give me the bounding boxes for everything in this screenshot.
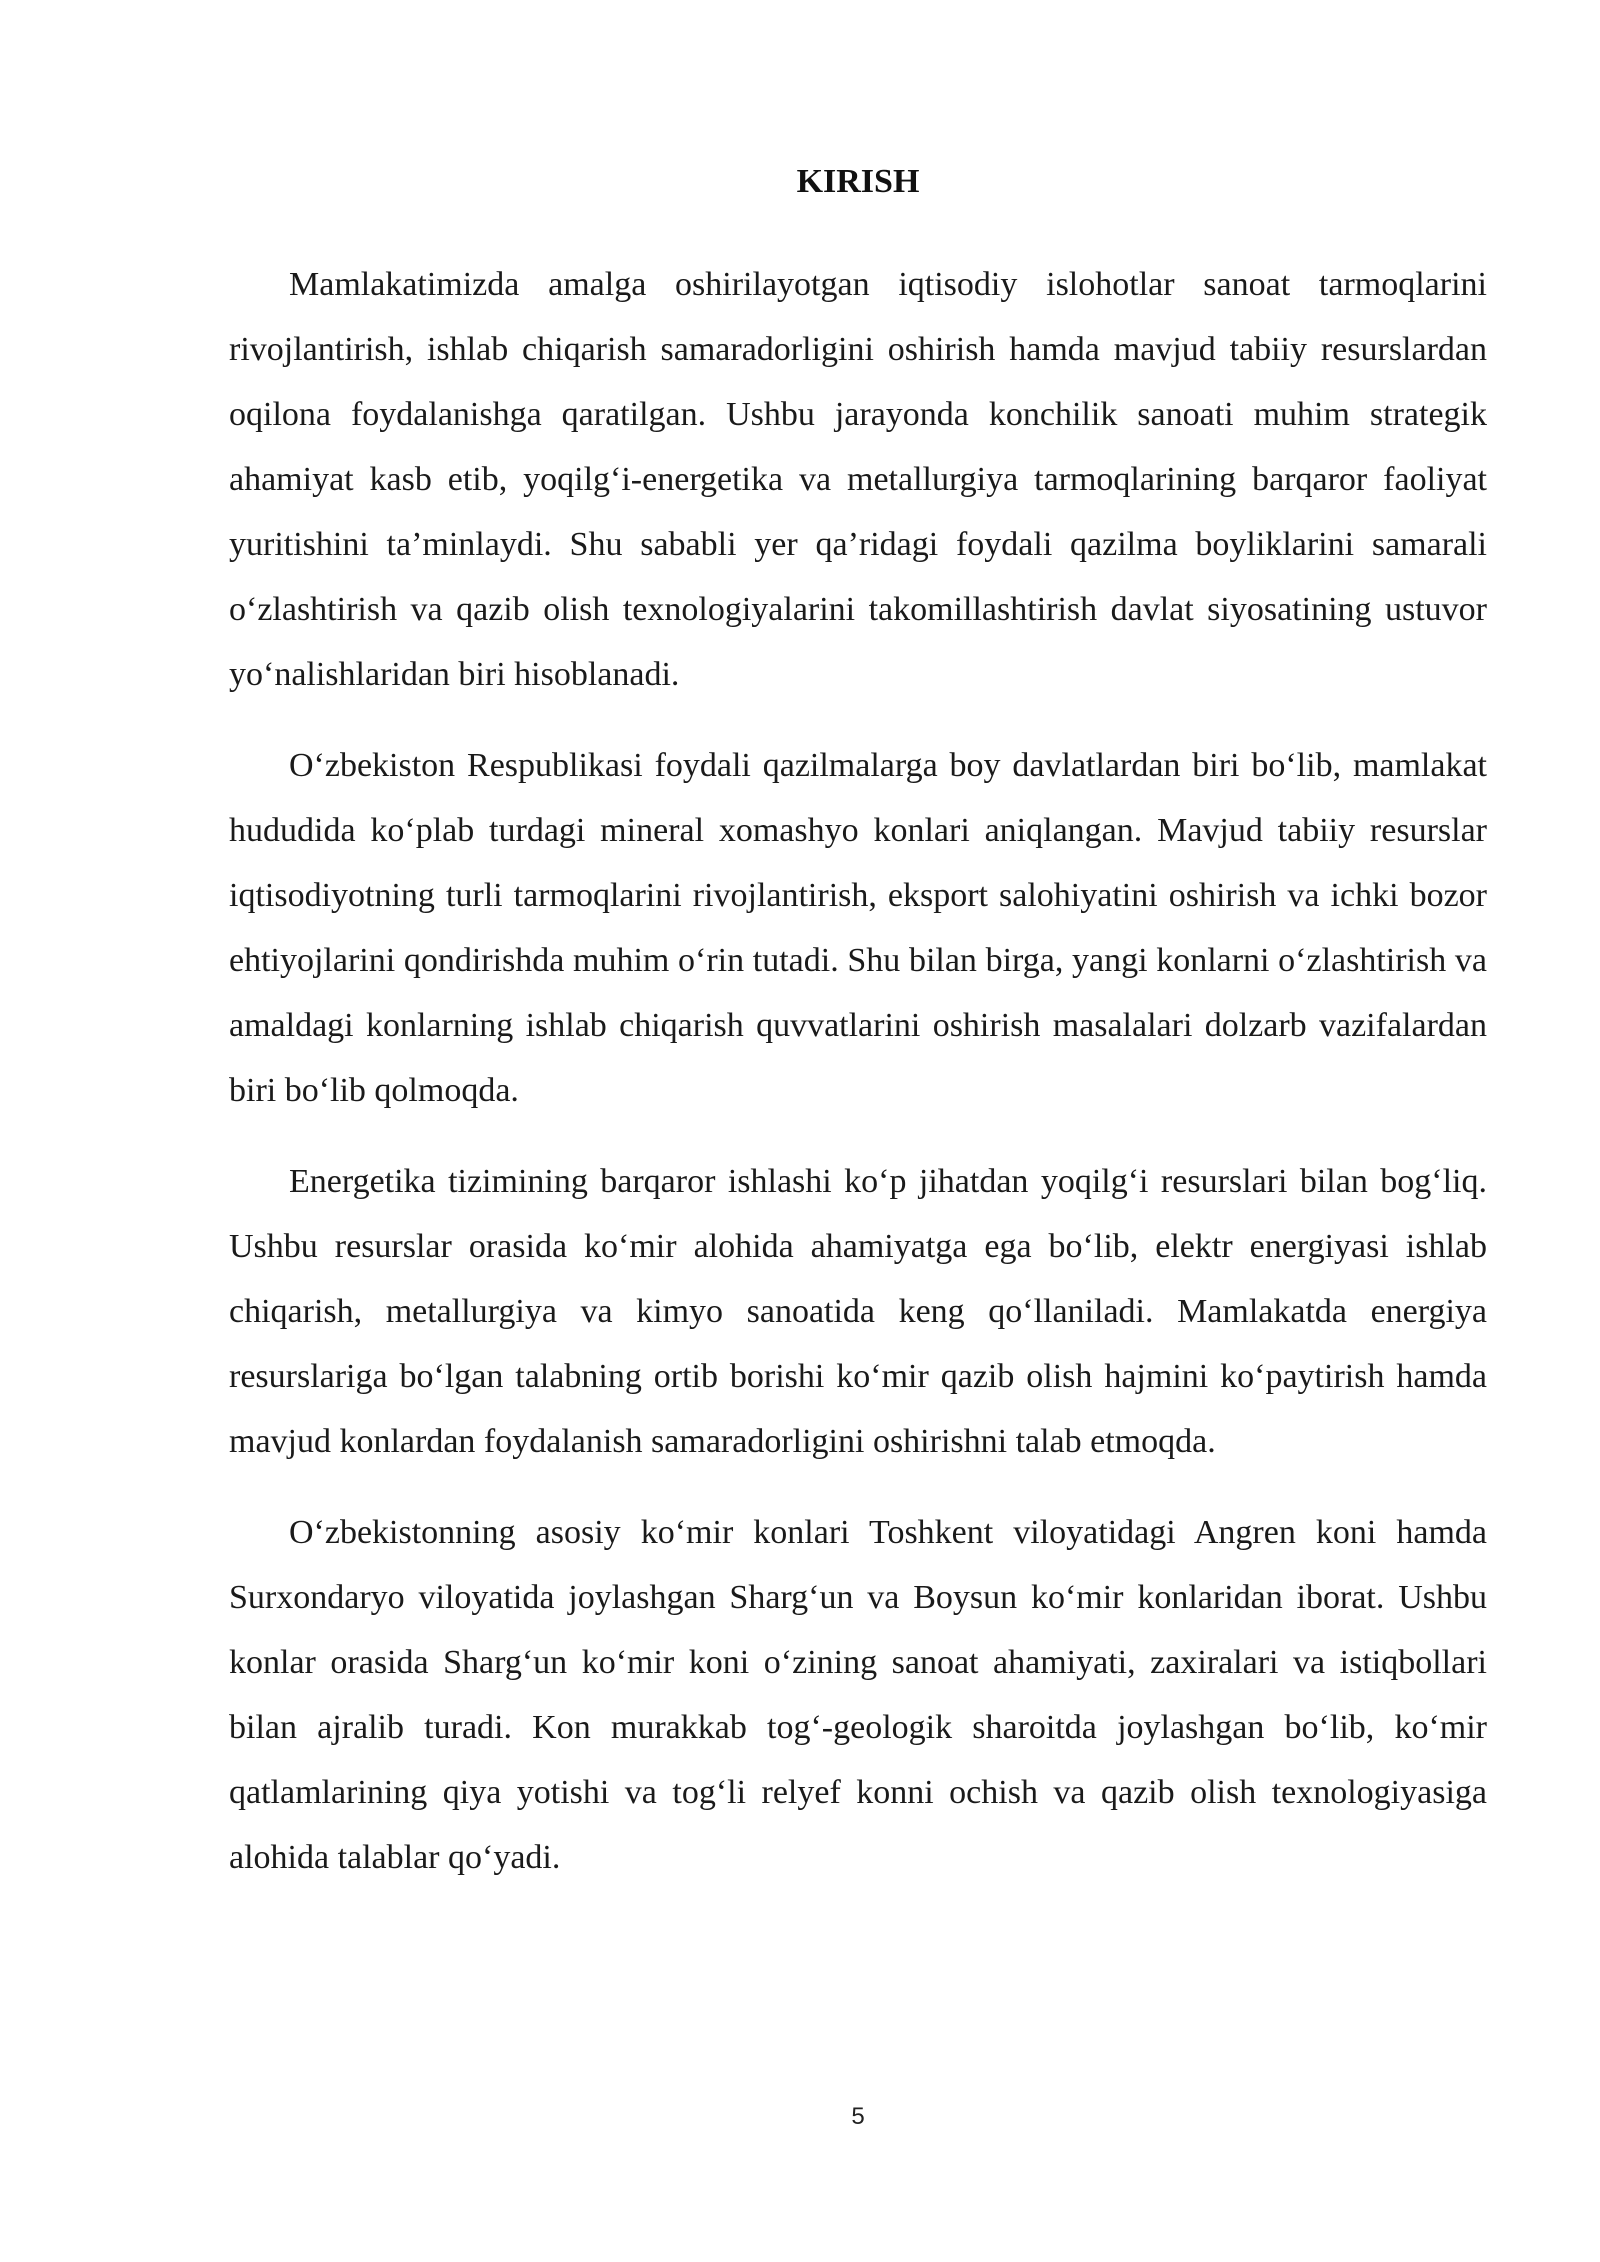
paragraph-3: Energetika tizimining barqaror ishlashi ko‘p jihatdan yoqilg‘i resurslari bilan bog‘liq. Ushbu resurslar orasida ko‘mir alohida ahamiyatga ega bo‘lib, elektr energiyasi ishlab chiqarish, metallurgiya va kimyo sanoatida keng qo‘llaniladi. Mamlakatda energiya resurslariga bo‘lgan talabning ortib borishi ko‘mir qazib olish hajmini ko‘paytirish hamda mavjud konlardan foydalanish samaradorligini oshirishni talab etmoqda. [229, 1163, 1487, 1460]
paragraph-1: Mamlakatimizda amalga oshirilayotgan iqtisodiy islohotlar sanoat tarmoqlarini rivojlantirish, ishlab chiqarish samaradorligini oshirish hamda mavjud tabiiy resurslardan oqilona foydalanishga qaratilgan. Ushbu jarayonda konchilik sanoati muhim strategik ahamiyat kasb etib, yoqilg‘i-energetika va metallurgiya tarmoqlarining barqaror faoliyat yuritishini ta’minlaydi. Shu sababli yer qa’ridagi foydali qazilma boyliklarini samarali o‘zlashtirish va qazib olish texnologiyalarini takomillashtirish davlat siyosatining ustuvor yo‘nalishlaridan biri hisoblanadi. [229, 266, 1487, 693]
body-text [229, 252, 1487, 1916]
paragraph-2: O‘zbekiston Respublikasi foydali qazilmalarga boy davlatlardan biri bo‘lib, mamlakat hududida ko‘plab turdagi mineral xomashyo konlari aniqlangan. Mavjud tabiiy resurslar iqtisodiyotning turli tarmoqlarini rivojlantirish, eksport salohiyatini oshirish va ichki bozor ehtiyojlarini qondirishda muhim o‘rin tutadi. Shu bilan birga, yangi konlarni o‘zlashtirish va amaldagi konlarning ishlab chiqarish quvvatlarini oshirish masalalari dolzarb vazifalardan biri bo‘lib qolmoqda. [229, 747, 1487, 1109]
page-number: 5 [851, 2103, 865, 2130]
section-title: KIRISH [796, 163, 920, 200]
paragraph-4: O‘zbekistonning asosiy ko‘mir konlari Toshkent viloyatidagi Angren koni hamda Surxondaryo viloyatida joylashgan Sharg‘un va Boysun ko‘mir konlaridan iborat. Ushbu konlar orasida Sharg‘un ko‘mir koni o‘zining sanoat ahamiyati, zaxiralari va istiqbollari bilan ajralib turadi. Kon murakkab tog‘-geologik sharoitda joylashgan bo‘lib, ko‘mir qatlamlarining qiya yotishi va tog‘li relyef konni ochish va qazib olish texnologiyasiga alohida talablar qo‘yadi. [229, 1514, 1487, 1876]
